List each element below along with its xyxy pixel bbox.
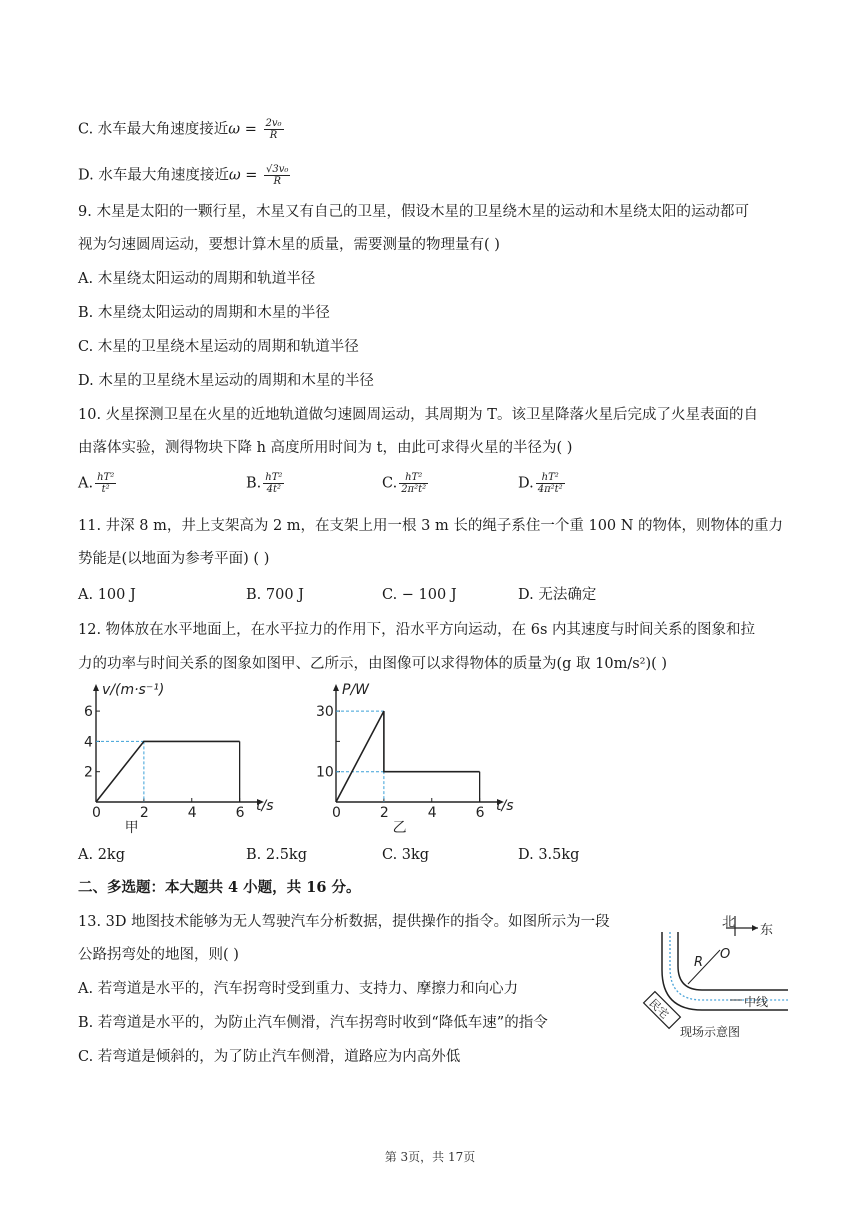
q12-stem-line1: 12. 物体放在水平地面上，在水平拉力的作用下，沿水平方向运动，在 6s 内其速度与时间关系的图象和拉 — [78, 622, 756, 638]
x-tick-label: 4 — [427, 805, 437, 821]
q13-option-a: A. 若弯道是水平的，汽车拐弯时受到重力、支持力、摩擦力和向心力 — [78, 981, 519, 997]
q13-option-c: C. 若弯道是倾斜的，为了防止汽车侧滑，道路应为内高外低 — [78, 1049, 461, 1065]
series-line — [96, 741, 240, 802]
q11-stem-line2: 势能是(以地面为参考平面) ( ) — [78, 551, 270, 567]
q9-option-c: C. 木星的卫星绕木星运动的周期和轨道半径 — [78, 339, 359, 355]
road-curve-map — [640, 910, 790, 1040]
x-tick-label: 0 — [92, 805, 101, 821]
chart-title: 乙 — [392, 820, 407, 836]
q12-option-a: A. 2kg — [78, 847, 125, 863]
y-tick-label: 6 — [84, 704, 93, 721]
x-axis-label: t/s — [496, 798, 514, 814]
east-label: 东 — [760, 923, 774, 938]
q9-option-b: B. 木星绕太阳运动的周期和木星的半径 — [78, 305, 330, 321]
x-tick-label: 6 — [475, 805, 485, 821]
map-caption: 现场示意图 — [680, 1025, 741, 1039]
x-tick-label: 2 — [139, 805, 149, 821]
x-axis-label: t/s — [256, 798, 274, 814]
q10-option-c: C. $\frac{\text{hT²}}{\text{2π²t²}}$ — [382, 472, 427, 495]
q10-option-a: A. $\frac{\text{hT²}}{\text{t²}}$ — [78, 472, 115, 495]
fraction: $\frac{\text{2v₀}}{R}$ — [265, 118, 282, 141]
q11-option-a: A. 100 J — [78, 587, 136, 603]
q9-option-a: A. 木星绕太阳运动的周期和轨道半径 — [78, 271, 316, 287]
q10-option-d: D. $\frac{\text{hT²}}{\text{4π²t²}}$ — [518, 472, 563, 495]
x-tick-label: 6 — [235, 805, 245, 821]
y-axis-arrow — [333, 684, 339, 691]
q13-stem-line1: 13. 3D 地图技术能够为无人驾驶汽车分析数据，提供操作的指令。如图所示为一段 — [78, 914, 610, 930]
y-tick-label: 30 — [316, 704, 334, 721]
q13-option-b: B. 若弯道是水平的，为防止汽车侧滑，汽车拐弯时收到“降低车速”的指令 — [78, 1015, 548, 1031]
q8-option-d: D. 水车最大角速度接近ω = $\frac{\text{√3v₀}}{R}$ — [78, 164, 289, 187]
fraction: $\frac{\text{√3v₀}}{R}$ — [266, 164, 289, 187]
velocity-time-chart — [78, 682, 278, 834]
y-tick-label: 10 — [316, 764, 334, 781]
q12-option-d: D. 3.5kg — [518, 847, 580, 863]
chart-title: 甲 — [124, 820, 139, 836]
house-label: 民宅 — [646, 996, 672, 1022]
q10-stem-line2: 由落体实验，测得物块下降 h 高度所用时间为 t，由此可求得火星的半径为( ) — [78, 440, 573, 456]
north-label: 北 — [722, 915, 736, 930]
y-axis-arrow — [93, 684, 99, 691]
page-footer: 第 3页，共 17页 — [384, 1150, 476, 1164]
q9-stem-line1: 9. 木星是太阳的一颗行星，木星又有自己的卫星，假设木星的卫星绕木星的运动和木星绕太阳的运动都可 — [78, 204, 749, 220]
q11-option-b: B. 700 J — [246, 587, 304, 603]
q13-stem-line2: 公路拐弯处的地图，则( ) — [78, 947, 239, 963]
q9-option-d: D. 木星的卫星绕木星运动的周期和木星的半径 — [78, 373, 374, 389]
series-line — [336, 711, 480, 802]
center-label: O — [720, 947, 731, 962]
q12-stem-line2: 力的功率与时间关系的图象如图甲、乙所示，由图像可以求得物体的质量为(g 取 10m/s²)( ) — [78, 656, 668, 672]
y-tick-label: 2 — [84, 764, 93, 781]
q11-stem-line1: 11. 井深 8 m，井上支架高为 2 m，在支架上用一根 3 m 长的绳子系住一个重 100 N 的物体，则物体的重力 — [78, 518, 784, 534]
centerline-label: 中线 — [744, 995, 769, 1009]
x-tick-label: 0 — [332, 805, 341, 821]
section-heading: 二、多选题：本大题共 4 小题，共 16 分。 — [78, 879, 361, 896]
radius-label: R — [694, 955, 704, 970]
q10-option-b: B. $\frac{\text{hT²}}{\text{4t²}}$ — [246, 472, 283, 495]
q12-option-b: B. 2.5kg — [246, 847, 308, 863]
q11-option-d: D. 无法确定 — [518, 587, 597, 603]
q10-stem-line1: 10. 火星探测卫星在火星的近地轨道做匀速圆周运动，其周期为 T。该卫星降落火星后完成了火星表面的自 — [78, 407, 758, 423]
q12-option-c: C. 3kg — [382, 847, 430, 863]
q8-option-c: C. 水车最大角速度接近ω = $\frac{\text{2v₀}}{R}$ — [78, 118, 282, 141]
power-time-chart — [318, 682, 518, 834]
q9-stem-line2: 视为匀速圆周运动，要想计算木星的质量，需要测量的物理量有( ) — [78, 237, 500, 253]
q11-option-c: C. − 100 J — [382, 587, 457, 603]
x-tick-label: 2 — [379, 805, 389, 821]
x-tick-label: 4 — [187, 805, 197, 821]
y-axis-label: P/W — [342, 682, 370, 698]
y-tick-label: 4 — [84, 734, 93, 751]
y-axis-label: v/(m·s⁻¹) — [102, 682, 165, 698]
